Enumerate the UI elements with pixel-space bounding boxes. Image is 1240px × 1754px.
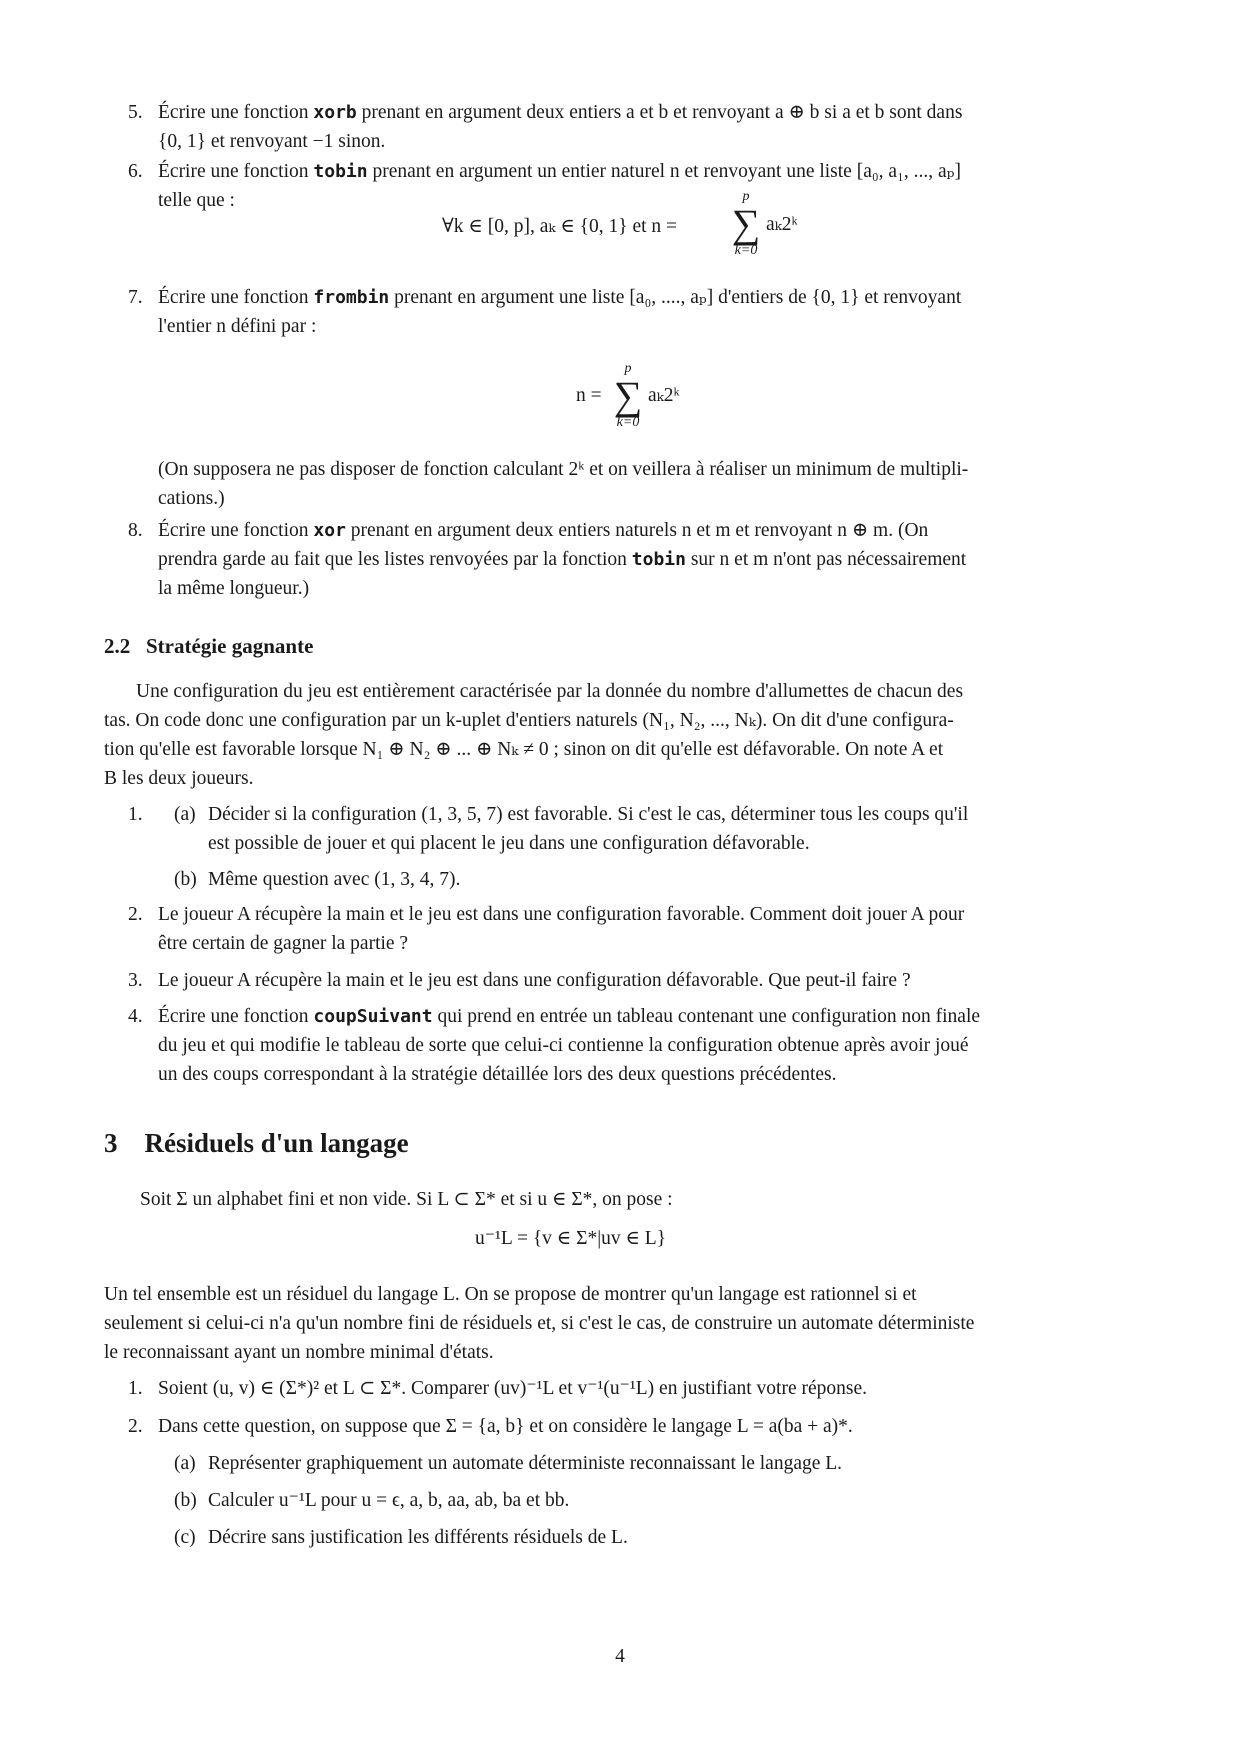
item-number: 6. <box>128 161 143 182</box>
item-number: 8. <box>128 520 143 541</box>
section-3-paragraph: Un tel ensemble est un résiduel du langage L. On se propose de montrer qu'un langage est rationnel si et seulement si celui-ci n'a qu'un nombre fini de résiduels et, si c'est le cas, de construire un automate déterministe le reconnaissant ayant un nombre minimal d'états. <box>104 1284 975 1363</box>
function-name: tobin <box>631 549 686 570</box>
item-number: 1. <box>128 804 143 825</box>
section-heading-2-2: 2.2 Stratégie gagnante <box>104 634 314 658</box>
page-number: 4 <box>615 1646 625 1667</box>
strategy-question-4: 4. Écrire une fonction coupSuivant qui prend en entrée un tableau contenant une configuration non finale du jeu et qui modifie le tableau de sorte que celui-ci contienne la configuration obtenue après avoir joué un des coups correspondant à la stratégie détaillée lors des deux questions précédentes. <box>128 1002 1114 1092</box>
equation-residual: u⁻¹L = {v ∈ Σ*|uv ∈ L} <box>475 1228 667 1249</box>
document-page: 5. Écrire une fonction xorb prenant en argument deux entiers a et b et renvoyant a ⊕ b si a et b sont dans {0, 1} et renvoyant −1 sinon. 6. Écrire une fonction tobin prenant en argument un entier naturel n et renvoyant une liste [a₀, a₁, ..., aₚ] telle que : ∀k ∈ [0, p], aₖ ∈ {0, 1} et n = p ∑ k=0 aₖ2ᵏ 7. Écrire une fonction frombin prenant en argument une liste [a₀, ...., aₚ] d'entiers de {0, 1} et renvoyant l'entier n défini par : n = p ∑ k=0 aₖ2ᵏ (On supposera ne pas disposer de fonction calculant 2ᵏ et on veillera à réaliser un minimum de multipli- cations.) 8. Écrire une fonction xor prenant en argument deux entiers naturels n et m et renvoyant n ⊕ m. (On prendra garde au fait que les listes renvoyées par la fonction tobin sur n et m n'ont pas nécessairement la même longueur.) 2.2 Stratégie gagnante Une configuration du jeu est entièrement caractérisée par la donnée du nombre d'allumettes de chacun des tas. On code donc une configuration par un k-uplet d'entiers naturels (N₁, N₂, ..., Nₖ). On dit d'une configura- tion qu'elle est favorable lorsque N₁ ⊕ N₂ ⊕ ... ⊕ Nₖ ≠ 0 ; sinon on dit qu'elle est défavorable. On note A et B les deux joueurs. 1. (a) Décider si la configuration (1, 3, 5, 7) est favorable. Si c'est le cas, déterminer tous les coups qu'il est possible de jouer et qui placent le jeu dans une configuration défavorable. (b) Même question avec (1, 3, 4, 7). 2. Le joueur A récupère la main et le jeu est dans une configuration favorable. Comment doit jouer A pour être certain de gagner la partie ? 3. Le joueur A récupère la main et le jeu est dans une configuration défavorable. Que peut-il faire ? 4. Écrire une fonction coupSuivant qui prend en entrée un tableau contenant une configuration non finale du jeu et qui modifie le tableau de sorte que celui-ci contienne la configuration obtenue après avoir joué un des coups correspondant à la stratégie détaillée lors des deux questions précédentes. 3 Résiduels d'un langage Soit Σ un alphabet fini et non vide. Si L ⊂ Σ* et si u ∈ Σ*, on pose : u⁻¹L = {v ∈ Σ*|uv ∈ L} Un tel ensemble est un résiduel du langage L. On se propose de montrer qu'un langage est rationnel si et seulement si celui-ci n'a qu'un nombre fini de résiduels et, si c'est le cas, de construire un automate déterministe le reconnaissant ayant un nombre minimal d'états. 1. Soient (u, v) ∈ (Σ*)² et L ⊂ Σ*. Comparer (uv)⁻¹L et v⁻¹(u⁻¹L) en justifiant votre réponse. 2. Dans cette question, on suppose que Σ = {a, b} et on considère le langage L = a(ba + a)*. (a) Représenter graphiquement un automate déterministe reconnaissant le langage L. (b) Calculer u⁻¹L pour u = ϵ, a, b, aa, ab, ba et bb. (c) Décrire sans justification les différents résiduels de L. 4 <box>0 0 1240 1754</box>
section-2-2-intro: Une configuration du jeu est entièrement caractérisée par la donnée du nombre d'allumettes de chacun des tas. On code donc une configuration par un k-uplet d'entiers naturels (N₁, N₂, ..., Nₖ). On dit d'une configura- tion qu'elle est favorable lorsque N₁ ⊕ N₂ ⊕ ... ⊕ Nₖ ≠ 0 ; sinon on dit qu'elle est défavorable. On note A et B les deux joueurs. <box>104 681 964 789</box>
item-number: 4. <box>128 1006 143 1027</box>
item-number: 2. <box>128 1416 143 1437</box>
item-number: 3. <box>128 970 143 991</box>
subquestion-a: (a) Décider si la configuration (1, 3, 5, 7) est favorable. Si c'est le cas, déterminer tous les coups qu'il est possible de jouer et qui placent le jeu dans une configuration défavorable. <box>174 804 969 854</box>
question-5: 5. Écrire une fonction xorb prenant en argument deux entiers a et b et renvoyant a ⊕ b si a et b sont dans {0, 1} et renvoyant −1 sinon. <box>128 98 1114 158</box>
subquestion-a: (a) Représenter graphiquement un automate déterministe reconnaissant le langage L. <box>174 1453 843 1474</box>
function-name: tobin <box>313 161 368 182</box>
subquestion-b: (b) Même question avec (1, 3, 4, 7). <box>174 869 461 890</box>
subquestion-c: (c) Décrire sans justification les différents résiduels de L. <box>174 1527 628 1548</box>
strategy-question-2: 2. Le joueur A récupère la main et le jeu est dans une configuration favorable. Comment doit jouer A pour être certain de gagner la partie ? <box>128 900 1114 960</box>
residual-question-2: 2. Dans cette question, on suppose que Σ = {a, b} et on considère le langage L = a(ba + a)*. (a) Représenter graphiquement un automate déterministe reconnaissant le langage L. (b) Calculer u⁻¹L pour u = ϵ, a, b, aa, ab, ba et bb. (c) Décrire sans justification les différents résiduels de L. <box>128 1412 1114 1552</box>
item-number: 1. <box>128 1378 143 1399</box>
section-heading-3: 3 Résiduels d'un langage <box>104 1128 409 1158</box>
item-number: 7. <box>128 287 143 308</box>
section-3-intro: Soit Σ un alphabet fini et non vide. Si L ⊂ Σ* et si u ∈ Σ*, on pose : <box>140 1189 673 1210</box>
question-7: 7. Écrire une fonction frombin prenant en argument une liste [a₀, ...., aₚ] d'entiers de {0, 1} et renvoyant l'entier n défini par : <box>128 283 1114 343</box>
function-name: xorb <box>313 102 357 123</box>
function-name: coupSuivant <box>313 1006 433 1027</box>
strategy-question-1 <box>128 800 1114 900</box>
item-number: 5. <box>128 102 143 123</box>
strategy-question-3: 3. Le joueur A récupère la main et le jeu est dans une configuration défavorable. Que peut-il faire ? <box>128 966 1114 996</box>
item-number: 2. <box>128 904 143 925</box>
question-6: 6. Écrire une fonction tobin prenant en argument un entier naturel n et renvoyant une liste [a₀, a₁, ..., aₚ] telle que : <box>128 157 1114 217</box>
function-name: xor <box>313 520 346 541</box>
residual-question-1: 1. Soient (u, v) ∈ (Σ*)² et L ⊂ Σ*. Comparer (uv)⁻¹L et v⁻¹(u⁻¹L) en justifiant votre réponse. <box>128 1374 1114 1404</box>
subquestion-b: (b) Calculer u⁻¹L pour u = ϵ, a, b, aa, ab, ba et bb. <box>174 1490 570 1511</box>
function-name: frombin <box>313 287 390 308</box>
note-frombin: (On supposera ne pas disposer de fonction calculant 2ᵏ et on veillera à réaliser un minimum de multipli- cations.) <box>158 459 969 509</box>
question-8: 8. Écrire une fonction xor prenant en argument deux entiers naturels n et m et renvoyant n ⊕ m. (On prendra garde au fait que les listes renvoyées par la fonction tobin sur n et m n'ont pas nécessairement la même longueur.) <box>128 516 1114 606</box>
